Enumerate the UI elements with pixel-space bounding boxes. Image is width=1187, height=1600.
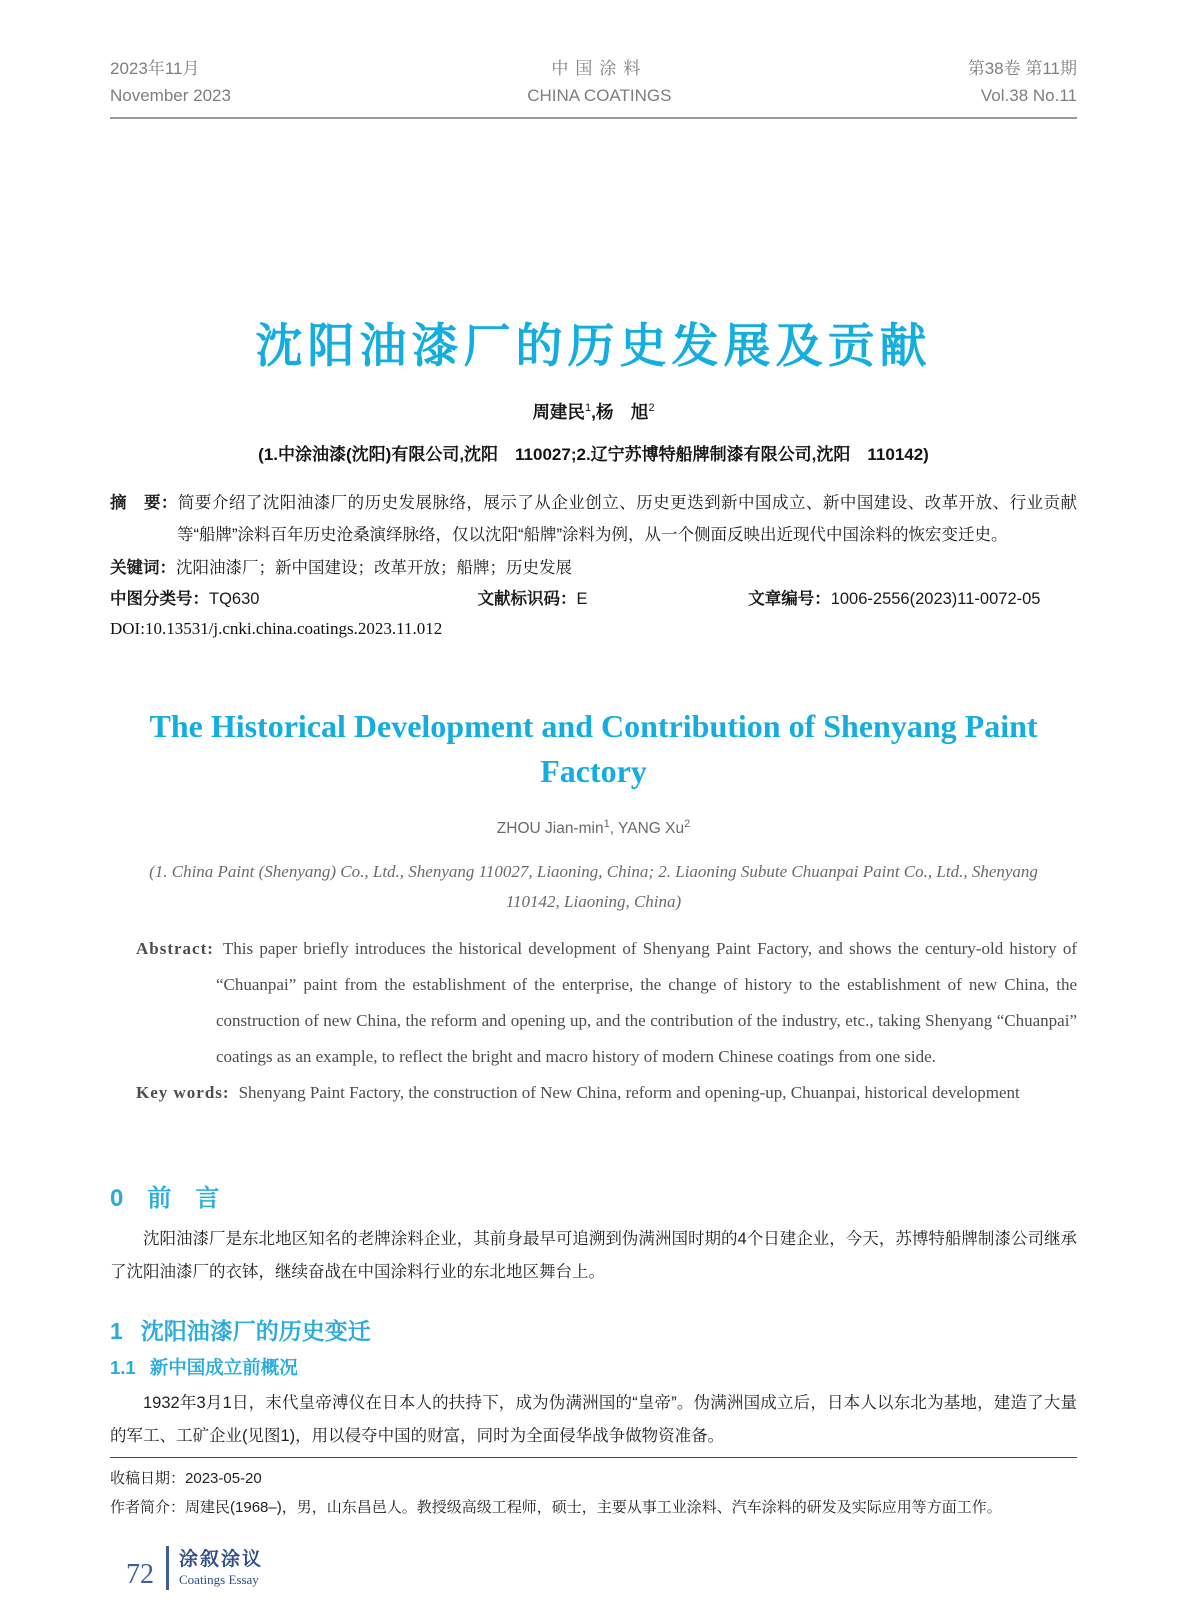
column-name (179, 1548, 263, 1588)
keywords-en-label: Key words: (136, 1082, 230, 1102)
received-date-value: 2023-05-20 (185, 1469, 262, 1487)
page-number: 72 (126, 1558, 154, 1590)
section-0-title: 前 言 (147, 1184, 220, 1212)
page-footer (126, 1546, 1187, 1590)
header-journal-name (527, 55, 671, 109)
author-en-2-sup: 2 (684, 818, 691, 831)
section-1-1-paragraph: 1932年3月1日，末代皇帝溥仪在日本人的扶持下，成为伪满洲国的“皇帝”。伪满洲国成立后，日本人以东北为基地，建造了大量的军工、工矿企业(见图1)，用以侵夺中国的财富，同时为全面侵华战争做物资准备。 (110, 1393, 1077, 1445)
column-name-en: Coatings Essay (179, 1571, 259, 1587)
header-date (110, 55, 231, 109)
section-1-heading (110, 1315, 1077, 1347)
abstract-cn-text: 简要介绍了沈阳油漆厂的历史发展脉络，展示了从企业创立、历史更迭到新中国成立、新中国建设、改革开放、行业贡献等“船牌”涂料百年历史沧桑演绎脉络，仅以沈阳“船牌”涂料为例，从一个侧面反映出近现代中国涂料的恢宏变迁史。 (177, 494, 1078, 545)
header-issue-en: Vol.38 No.11 (980, 86, 1077, 105)
header-date-en: November 2023 (110, 86, 231, 105)
header-issue (968, 55, 1077, 109)
article-title-en: The Historical Development and Contribution of Shenyang Paint Factory (149, 708, 1038, 790)
affiliation-cn: (1.中涂油漆(沈阳)有限公司,沈阳 110027;2.辽宁苏博特船牌制漆有限公司,沈阳 110142) (258, 445, 929, 465)
abstract-cn (110, 487, 1077, 551)
keywords-cn (110, 553, 1077, 583)
section-0-heading (110, 1183, 1077, 1215)
article-title-cn: 沈阳油漆厂的历史发展及贡献 (255, 319, 932, 372)
authors-cn (0, 395, 1187, 425)
author-en-1-sup: 1 (603, 818, 610, 831)
section-1-title: 沈阳油漆厂的历史变迁 (140, 1317, 371, 1344)
authors-en (0, 812, 1187, 841)
author-cn-1: 周建民 (532, 401, 585, 422)
journal-running-head (110, 0, 1077, 119)
header-issue-cn: 第38卷 第11期 (967, 59, 1077, 78)
section-0-paragraph: 沈阳油漆厂是东北地区知名的老牌涂料企业，其前身最早可追溯到伪满洲国时期的4个日建企业，今天，苏博特船牌制漆公司继承了沈阳油漆厂的衣钵，继续奋战在中国涂料行业的东北地区舞台上。 (110, 1229, 1077, 1281)
keywords-cn-label: 关键词： (110, 559, 176, 578)
doi: DOI:10.13531/j.cnki.china.coatings.2023.11.012 (110, 619, 443, 639)
article-id: 文章编号：1006-2556(2023)11-0072-05 (748, 590, 1041, 609)
author-bio-value: 周建民(1968–)，男，山东昌邑人。教授级高级工程师，硕士，主要从事工业涂料、汽车涂料的研发及实际应用等方面工作。 (185, 1498, 1002, 1516)
classification-row (110, 586, 1077, 612)
header-date-cn: 2023年11月 (110, 59, 200, 78)
document-code: 文献标识码：E (477, 590, 588, 609)
received-date-line (110, 1464, 1077, 1493)
section-1-number: 1 (110, 1317, 123, 1344)
section-1-1-heading (110, 1355, 1077, 1381)
keywords-cn-text: 沈阳油漆厂；新中国建设；改革开放；船牌；历史发展 (176, 559, 572, 578)
abstract-en-label: Abstract: (136, 938, 214, 958)
keywords-en (136, 1075, 1077, 1111)
clc-number: 中图分类号：TQ630 (110, 590, 260, 609)
author-cn-1-sup: 1 (584, 402, 592, 414)
abstract-en-text: This paper briefly introduces the historical development of Shenyang Paint Factory, and shows the century-old history of “Chuanpai” paint from the establishment of the enterprise, the change of history to the establishment of new China, the construction of new China, the reform and opening up, and the contribution of the industry, etc., taking Shenyang “Chuanpai” coatings as an example, to reflect the bright and macro history of modern Chinese coatings from one side. (216, 938, 1077, 1066)
author-cn-separator: , (591, 401, 596, 422)
author-en-separator: , (609, 820, 619, 838)
author-en-1: ZHOU Jian-min (496, 820, 604, 838)
column-name-cn: 涂叙涂议 (179, 1548, 264, 1570)
first-page-footnote (110, 1457, 1077, 1522)
author-bio-line (110, 1493, 1077, 1522)
abstract-en (136, 931, 1077, 1075)
author-cn-2-sup: 2 (648, 402, 655, 414)
author-en-2: YANG Xu (618, 820, 685, 838)
header-journal-cn: 中国涂料 (551, 59, 648, 78)
affiliation-en: (1. China Paint (Shenyang) Co., Ltd., Shenyang 110027, Liaoning, China; 2. Liaoning Subute Chuanpai Paint Co., Ltd., Shenyang 110142, Liaoning, China) (149, 861, 1038, 911)
author-bio-label: 作者简介： (110, 1498, 186, 1516)
author-cn-2: 杨 旭 (595, 401, 649, 422)
section-0-number: 0 (110, 1184, 124, 1212)
keywords-en-text: Shenyang Paint Factory, the construction of New China, reform and opening-up, Chuanpai, historical development (238, 1082, 1020, 1102)
section-1-1-title: 新中国成立前概况 (149, 1356, 298, 1378)
received-date-label: 收稿日期： (110, 1469, 186, 1487)
footer-divider-bar (166, 1546, 169, 1590)
header-journal-en: CHINA COATINGS (527, 86, 672, 105)
abstract-cn-label: 摘 要： (110, 494, 178, 513)
section-1-1-number: 1.1 (110, 1356, 136, 1378)
